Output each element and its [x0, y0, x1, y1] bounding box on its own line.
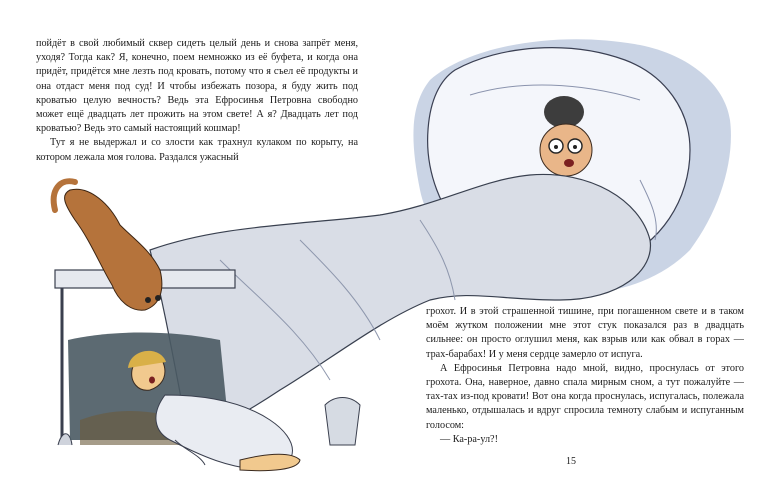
paragraph: грохот. И в этой страшенной тишине, при погашенном свете и в таком моём жутком положении мне этот стук показался раз в двадцать сильнее: он просто оглушил меня, как взрыв или как обвал в горах — трах-барабах! И у меня сердце замерло от испуга.	[426, 306, 744, 360]
paragraph: пойдёт в свой любимый сквер сидеть целый день и снова запрёт меня, уходя? Тогда как? Я, конечно, поем немножко из её буфета, и когда она придёт, придётся мне лезть под кровать, потому что я съел её продукты и она отдаст меня под суд! И чтобы избежать позора, я буду жить под кроватью целую вечность? Ведь эта Ефросинья Петровна свободно может ещё двадцать лет прожить на этом свете! А я? Двадцать лет под кроватью? Ведь это самый настоящий кошмар!	[36, 38, 358, 135]
bottom-right-text	[426, 305, 744, 447]
cat-figure	[54, 181, 162, 310]
paragraph: — Ка-ра-ул?!	[440, 433, 498, 445]
trough	[325, 398, 360, 446]
paragraph: А Ефросинья Петровна надо мной, видно, проснулась от этого грохота. Она, наверное, давно спала мирным сном, а тут пожалуйте — тах-тах из-под кровати! Вот она когда проснулась, испугалась, полежала маленько, отдышалась и вдруг спросила темноту слабым и испуганным голосом:	[426, 362, 744, 431]
page-number: 15	[566, 456, 576, 467]
top-left-text	[36, 37, 358, 165]
paragraph: Тут я не выдержал и со злости как трахнул кулаком по корыту, на котором лежала моя голова. Раздался ужасный	[36, 137, 358, 163]
